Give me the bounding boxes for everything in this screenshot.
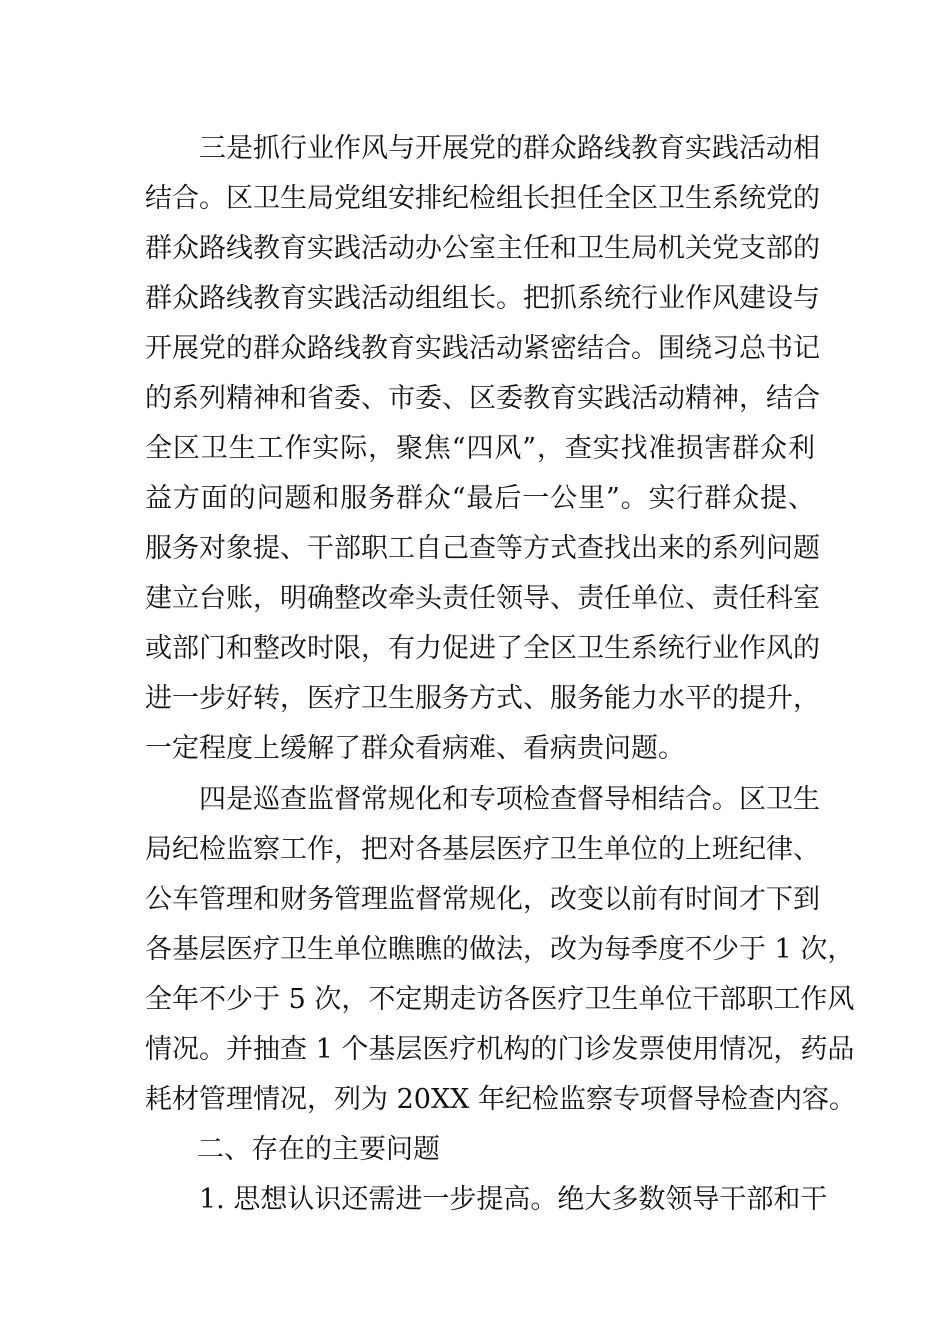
paragraph-4-line-7: 耗材管理情况，列为 20XX 年纪检监察专项督导检查内容。 [145,1084,856,1115]
paragraph-4-line-2: 局纪检监察工作，把对各基层医疗卫生单位的上班纪律、 [145,834,820,865]
paragraph-4-line-6: 情况。并抽查 1 个基层医疗机构的门诊发票使用情况，药品 [145,1034,855,1065]
paragraph-3-line-6: 的系列精神和省委、市委、区委教育实践活动精神，结合 [145,383,820,414]
paragraph-3-line-5: 开展党的群众路线教育实践活动紧密结合。围绕习总书记 [145,333,820,364]
paragraph-3-line-10: 建立台账，明确整改牵头责任领导、责任单位、责任科室 [145,583,820,614]
paragraph-3-line-11: 或部门和整改时限，有力促进了全区卫生系统行业作风的 [145,633,820,664]
paragraph-3-line-12: 进一步好转，医疗卫生服务方式、服务能力水平的提升， [145,683,820,714]
paragraph-3-line-4: 群众路线教育实践活动组组长。把抓系统行业作风建设与 [145,283,820,314]
paragraph-3-line-7: 全区卫生工作实际，聚焦“四风”，查实找准损害群众利 [145,433,815,464]
paragraph-3-line-13: 一定程度上缓解了群众看病难、看病贵问题。 [145,733,685,764]
paragraph-3-line-8: 益方面的问题和服务群众“最后一公里”。实行群众提、 [145,483,815,514]
section-heading: 二、存在的主要问题 [197,1134,440,1165]
paragraph-3-line-9: 服务对象提、干部职工自己查等方式查找出来的系列问题 [145,533,820,564]
paragraph-4-line-3: 公车管理和财务管理监督常规化，改变以前有时间才下到 [145,884,820,915]
item-1-line-1: 1. 思想认识还需进一步提高。绝大多数领导干部和干 [199,1184,828,1215]
paragraph-4-line-5: 全年不少于 5 次，不定期走访各医疗卫生单位干部职工作风 [145,984,855,1015]
paragraph-4-line-1: 四是巡查监督常规化和专项检查督导相结合。区卫生 [199,784,820,815]
paragraph-3-line-3: 群众路线教育实践活动办公室主任和卫生局机关党支部的 [145,233,820,264]
paragraph-3-line-1: 三是抓行业作风与开展党的群众路线教育实践活动相 [199,133,820,164]
paragraph-4-line-4: 各基层医疗卫生单位瞧瞧的做法，改为每季度不少于 1 次， [145,934,855,965]
paragraph-3-line-2: 结合。区卫生局党组安排纪检组长担任全区卫生系统党的 [145,183,820,214]
